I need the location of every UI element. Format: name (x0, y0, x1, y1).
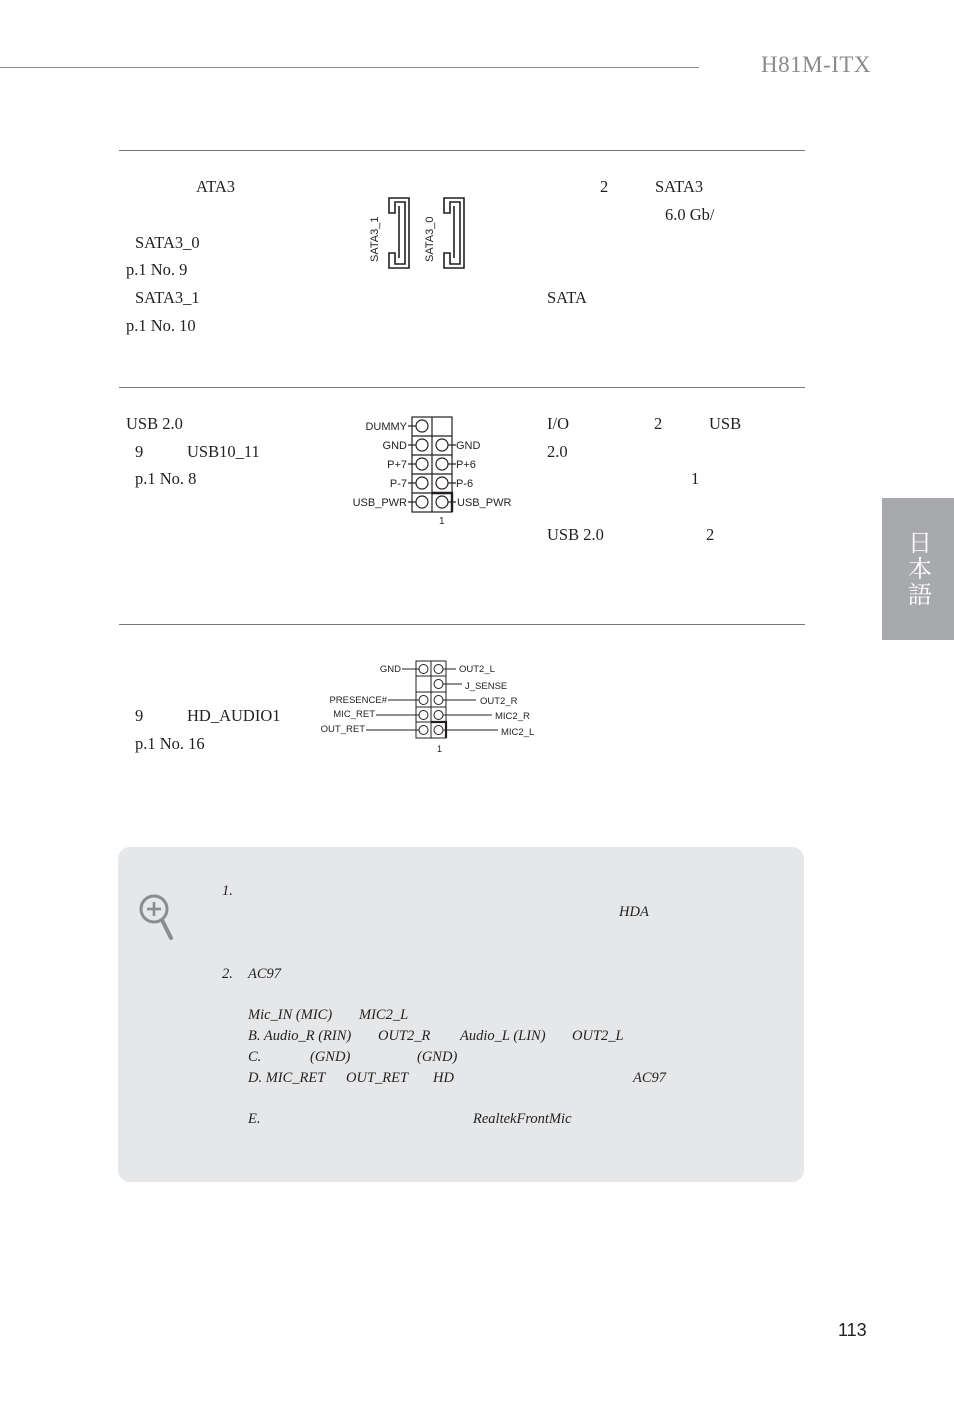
page-number: 113 (838, 1320, 867, 1340)
usb-pin-label: P+7 (387, 459, 407, 471)
sata-desc: 6.0 Gb/ (665, 205, 715, 224)
language-tab (882, 498, 954, 640)
sata-desc: SATA (547, 288, 587, 307)
usb-pin-label: DUMMY (365, 421, 407, 433)
note-2-text: AC97 (248, 966, 282, 982)
sata-connector-diagram (360, 192, 480, 274)
audio-pin-label: MIC2_L (501, 727, 535, 738)
sata-desc: SATA3 (655, 177, 704, 196)
note-2d-text: OUT_RET (346, 1070, 409, 1086)
usb-desc: USB 2.0 (547, 525, 604, 544)
usb-pin-label: P+6 (456, 459, 476, 471)
header-rule (0, 67, 699, 68)
note-2-number: 2. (222, 966, 233, 982)
audio-pin-label: J_SENSE (465, 681, 508, 692)
usb-text: 9 (135, 442, 144, 461)
usb-pin-label: P-7 (389, 478, 407, 490)
note-2b-text: OUT2_R (378, 1028, 431, 1044)
note-1-text: HDA (619, 904, 649, 920)
note-2e-text: RealtekFrontMic (473, 1111, 572, 1127)
audio-pin-label: MIC2_R (495, 711, 530, 722)
language-tab-label: 日本語 (903, 530, 932, 608)
usb-pin-label: P-6 (456, 478, 474, 490)
usb-desc: 2.0 (547, 442, 568, 461)
sata-text: SATA3_1 (135, 288, 200, 307)
audio-pin-label: PRESENCE# (329, 695, 387, 706)
note-2a-text: Mic_IN (MIC) (248, 1007, 333, 1023)
note-1-number: 1. (222, 883, 233, 899)
usb-pin-label: USB_PWR (457, 497, 512, 509)
sata-text: p.1 No. 9 (126, 260, 188, 279)
audio-pin-label: MIC_RET (333, 709, 375, 720)
note-2b-text: Audio_L (LIN) (460, 1028, 546, 1044)
audio-text: HD_AUDIO1 (187, 706, 281, 725)
usb-text: USB 2.0 (126, 414, 183, 433)
note-2c-text: C. (248, 1049, 262, 1065)
magnifier-plus-icon (138, 893, 178, 943)
note-box (118, 847, 804, 1182)
audio-text: 9 (135, 706, 144, 725)
audio-pin-label: OUT2_L (459, 664, 495, 675)
note-2d-text: AC97 (633, 1070, 667, 1086)
usb-desc: 2 (654, 414, 663, 433)
sata-text: SATA3_0 (135, 233, 200, 252)
usb-pin-label: GND (382, 440, 407, 452)
section-rule-sata (119, 150, 805, 151)
audio-pin1-label: 1 (437, 744, 443, 754)
usb-desc: 2 (706, 525, 715, 544)
audio-pin-label: OUT_RET (320, 724, 365, 735)
note-2b-text: OUT2_L (572, 1028, 624, 1044)
usb-pin-label: USB_PWR (352, 497, 407, 509)
audio-text: p.1 No. 16 (135, 734, 205, 753)
usb-header-diagram (340, 410, 530, 530)
sata-desc: 2 (600, 177, 609, 196)
usb-desc: I/O (547, 414, 569, 433)
usb-desc: USB (709, 414, 742, 433)
usb-text: USB10_11 (187, 442, 260, 461)
usb-text: p.1 No. 8 (135, 469, 197, 488)
sata3-1-label: SATA3_1 (369, 216, 381, 262)
note-2c-text: (GND) (310, 1049, 351, 1065)
audio-pin-label: OUT2_R (480, 696, 518, 707)
note-2c-text: (GND) (417, 1049, 458, 1065)
audio-header-diagram (318, 655, 548, 760)
usb-pin1-label: 1 (439, 516, 445, 527)
sata3-0-label: SATA3_0 (424, 216, 436, 262)
section-rule-audio (119, 624, 805, 625)
usb-desc: 1 (691, 469, 700, 488)
section-rule-usb (119, 387, 805, 388)
usb-pin-label: GND (456, 440, 481, 452)
note-2d-text: D. MIC_RET (248, 1070, 326, 1086)
audio-pin-label: GND (379, 664, 401, 675)
note-2b-text: B. Audio_R (RIN) (248, 1028, 352, 1044)
sata-text: ATA3 (196, 177, 236, 196)
note-2a-text: MIC2_L (359, 1007, 409, 1023)
sata-text: p.1 No. 10 (126, 316, 196, 335)
note-2d-text: HD (433, 1070, 454, 1086)
model-title: H81M-ITX (761, 52, 872, 77)
note-2e-text: E. (248, 1111, 261, 1127)
